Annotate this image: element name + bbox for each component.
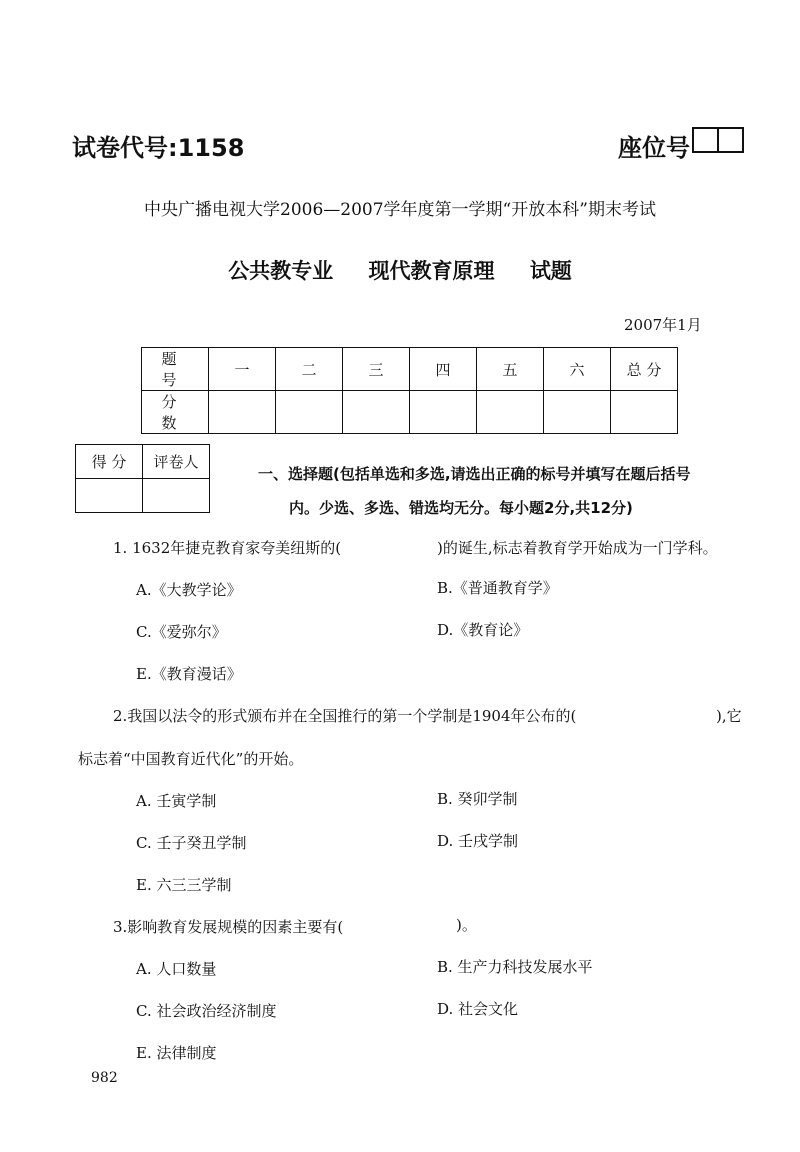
question-1-option: D.《教育论》 (437, 621, 529, 639)
score-header-cell: 三 (343, 348, 410, 391)
question-2-stem: 2.我国以法令的形式颁布并在全国推行的第一个学制是1904年公布的( (113, 707, 577, 725)
question-2-option: D. 壬戌学制 (437, 832, 519, 850)
question-1-option: B.《普通教育学》 (437, 579, 558, 597)
score-header-cell: 二 (276, 348, 343, 391)
score-header-cell: 五 (477, 348, 544, 391)
grader-name-cell (143, 479, 210, 513)
score-cell (410, 391, 477, 434)
score-cell (209, 391, 276, 434)
score-header-cell: 四 (410, 348, 477, 391)
paper-kind: 试题 (529, 259, 572, 283)
question-2-option: C. 壬子癸丑学制 (136, 834, 247, 852)
grader-table (75, 444, 210, 513)
major-label: 公共教专业 (228, 259, 334, 283)
question-2-option: E. 六三三学制 (136, 876, 232, 894)
question-1-stem-end: )的诞生,标志着教育学开始成为一门学科。 (437, 539, 718, 557)
score-table-header-row (142, 348, 678, 391)
paper-code: 试卷代号:1158 (72, 134, 245, 162)
exam-date: 2007年1月 (624, 316, 702, 334)
section-heading: 一、选择题(包括单选和多选,请选出正确的标号并填写在题后括号 (258, 465, 691, 483)
score-cell (544, 391, 611, 434)
question-3-stem-end: )。 (456, 916, 477, 934)
question-2-stem-end: ),它 (716, 707, 742, 725)
score-row-label: 分 数 (142, 391, 209, 434)
score-cell (477, 391, 544, 434)
score-table-value-row (142, 391, 678, 434)
seat-number-boxes (692, 127, 744, 153)
grader-score-cell (76, 479, 143, 513)
question-2-option: B. 癸卯学制 (437, 790, 518, 808)
score-header-cell: 六 (544, 348, 611, 391)
score-cell (276, 391, 343, 434)
question-3-option: B. 生产力科技发展水平 (437, 958, 593, 976)
question-2-option: A. 壬寅学制 (136, 792, 217, 810)
question-3-option: D. 社会文化 (437, 1000, 519, 1018)
course-name: 现代教育原理 (368, 259, 495, 283)
seat-label: 座位号 (618, 134, 690, 162)
score-header-cell: 总 分 (611, 348, 678, 391)
question-1-option: C.《爱弥尔》 (136, 623, 227, 641)
score-header-cell: 一 (209, 348, 276, 391)
score-table (141, 347, 678, 434)
score-header-cell: 题 号 (142, 348, 209, 391)
question-2-stem-continued: 标志着“中国教育近代化”的开始。 (78, 750, 304, 768)
question-1-option: E.《教育漫话》 (136, 665, 242, 683)
score-cell (343, 391, 410, 434)
question-3-stem: 3.影响教育发展规模的因素主要有( (113, 918, 344, 936)
question-3-option: E. 法律制度 (136, 1044, 217, 1062)
subject-line (0, 255, 800, 285)
question-1-option: A.《大教学论》 (136, 581, 242, 599)
grader-score-header: 得 分 (76, 445, 143, 479)
question-3-option: C. 社会政治经济制度 (136, 1002, 277, 1020)
question-3-option: A. 人口数量 (136, 960, 217, 978)
question-1-stem: 1. 1632年捷克教育家夸美纽斯的( (113, 539, 342, 557)
exam-title: 中央广播电视大学2006—2007学年度第一学期“开放本科”期末考试 (144, 200, 656, 220)
page-number: 982 (91, 1070, 118, 1086)
section-instructions: 内。少选、多选、错选均无分。每小题2分,共12分) (289, 499, 633, 517)
grader-name-header: 评卷人 (143, 445, 210, 479)
score-cell (611, 391, 678, 434)
